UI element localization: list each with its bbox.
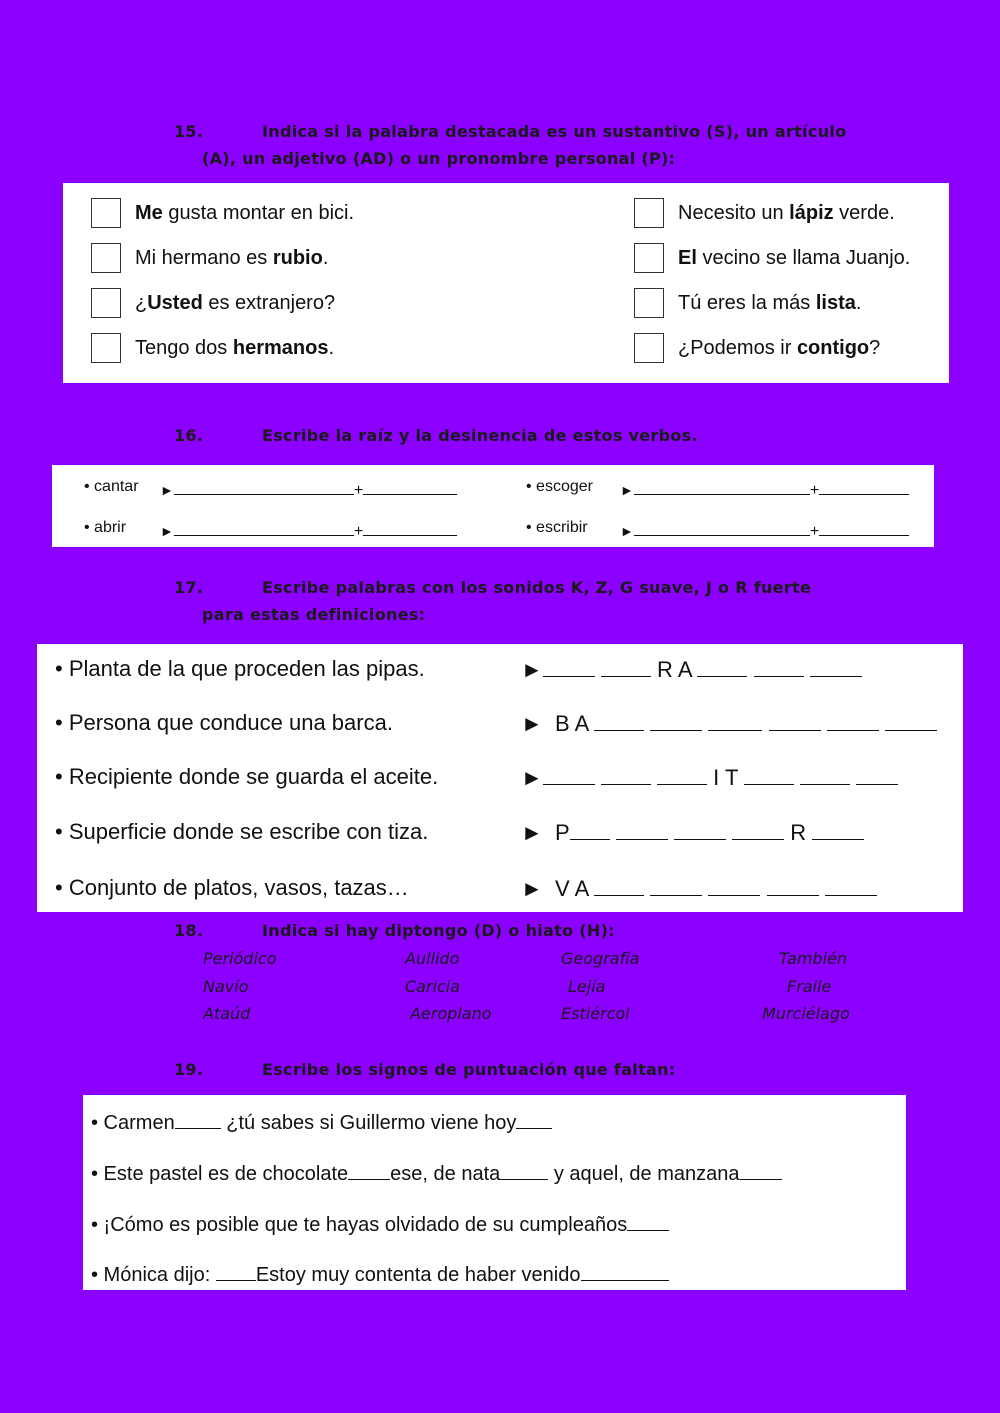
- q15-number: 15.: [174, 122, 204, 141]
- q19-box: [83, 1095, 906, 1290]
- q15-title-line2: (A), un adjetivo (AD) o un pronombre personal (P):: [202, 149, 676, 168]
- q15-sentence: Necesito un lápiz verde.: [678, 202, 895, 224]
- letter-blank[interactable]: [754, 656, 804, 677]
- q17-definition: • Persona que conduce una barca.: [55, 710, 393, 735]
- desinencia-blank[interactable]: [363, 478, 457, 495]
- punct-blank[interactable]: [581, 1262, 669, 1281]
- q15-title: [174, 122, 846, 168]
- q19-sentence: • Este pastel es de chocolate ese, de nata y aquel, de manzana: [91, 1161, 782, 1186]
- q15-checkbox[interactable]: [634, 243, 664, 273]
- q19-sentence: • Mónica dijo: Estoy muy contenta de haber venido: [91, 1262, 669, 1287]
- letter-blank[interactable]: [657, 764, 707, 785]
- q17-answer: ► R A: [521, 656, 862, 683]
- letter-blank[interactable]: [810, 656, 862, 677]
- q15-sentence: Me gusta montar en bici.: [135, 202, 355, 224]
- raiz-blank[interactable]: [634, 519, 810, 536]
- q16-title-text: Escribe la raíz y la desinencia de estos verbos.: [262, 426, 698, 445]
- q18-title: [174, 921, 615, 940]
- letter-blank[interactable]: [697, 656, 747, 677]
- letter-blank[interactable]: [594, 710, 644, 731]
- letter-blank[interactable]: [650, 710, 702, 731]
- letter-blank[interactable]: [767, 875, 819, 896]
- punct-blank[interactable]: [740, 1161, 782, 1180]
- q19-title: [174, 1060, 676, 1079]
- q16-number: 16.: [174, 426, 204, 445]
- letter-blank[interactable]: [601, 764, 651, 785]
- q18-word: Aullido: [405, 949, 460, 968]
- desinencia-blank[interactable]: [819, 519, 909, 536]
- raiz-blank[interactable]: [634, 478, 810, 495]
- q17-definition: • Conjunto de platos, vasos, tazas…: [55, 875, 409, 900]
- punct-blank[interactable]: [516, 1110, 552, 1129]
- q19-number: 19.: [174, 1060, 204, 1079]
- q16-box: [52, 465, 934, 547]
- q18-word: Murciélago: [762, 1004, 850, 1023]
- q18-word: Aeroplano: [410, 1004, 492, 1023]
- q17-answer: ► P R: [521, 819, 864, 846]
- q17-answer: ► I T: [521, 764, 898, 791]
- q15-checkbox[interactable]: [91, 243, 121, 273]
- letter-blank[interactable]: [543, 764, 595, 785]
- raiz-blank[interactable]: [174, 478, 354, 495]
- q18-word: Periódico: [203, 949, 277, 968]
- q15-sentence: ¿Podemos ir contigo?: [678, 337, 881, 359]
- q15-checkbox[interactable]: [91, 333, 121, 363]
- q15-checkbox[interactable]: [91, 288, 121, 318]
- q18-word: Fraile: [787, 977, 832, 996]
- q15-checkbox[interactable]: [634, 288, 664, 318]
- q17-title: [174, 578, 811, 624]
- letter-blank[interactable]: [674, 819, 726, 840]
- q16-verb: • escribir: [526, 519, 588, 536]
- q18-word: Caricia: [405, 977, 461, 996]
- letter-blank[interactable]: [885, 710, 937, 731]
- letter-blank[interactable]: [732, 819, 784, 840]
- q17-answer: ► B A: [521, 710, 937, 737]
- q15-box: [63, 183, 949, 383]
- raiz-blank[interactable]: [174, 519, 354, 536]
- q16-title: [174, 426, 698, 445]
- q15-checkbox[interactable]: [634, 198, 664, 228]
- q18-word: También: [779, 949, 848, 968]
- letter-blank[interactable]: [601, 656, 651, 677]
- letter-blank[interactable]: [825, 875, 877, 896]
- punct-blank[interactable]: [500, 1161, 548, 1180]
- letter-blank[interactable]: [769, 710, 821, 731]
- q17-box: [37, 644, 963, 912]
- q19-title-text: Escribe los signos de puntuación que faltan:: [262, 1060, 676, 1079]
- q15-checkbox[interactable]: [91, 198, 121, 228]
- q17-title-line2: para estas definiciones:: [202, 605, 426, 624]
- q18-word: Ataúd: [203, 1004, 251, 1023]
- q15-sentence: Tengo dos hermanos.: [135, 337, 335, 359]
- q15-title-line1: Indica si la palabra destacada es un sustantivo (S), un artículo: [262, 122, 847, 141]
- q18-word: Geografía: [561, 949, 640, 968]
- q16-verb: • cantar: [84, 478, 139, 495]
- letter-blank[interactable]: [708, 875, 760, 896]
- letter-blank[interactable]: [744, 764, 794, 785]
- q17-definition: • Planta de la que proceden las pipas.: [55, 656, 425, 681]
- letter-blank[interactable]: [543, 656, 595, 677]
- punct-blank[interactable]: [175, 1110, 221, 1129]
- q15-sentence: ¿Usted es extranjero?: [135, 292, 336, 314]
- q16-verb: • escoger: [526, 478, 593, 495]
- q17-answer: ► V A: [521, 875, 877, 902]
- q17-number: 17.: [174, 578, 204, 597]
- q16-answer-row: ► +: [160, 519, 457, 541]
- q16-answer-row: ► +: [620, 478, 909, 500]
- letter-blank[interactable]: [856, 764, 898, 785]
- q19-sentence: • Carmen ¿tú sabes si Guillermo viene hoy: [91, 1110, 552, 1135]
- desinencia-blank[interactable]: [819, 478, 909, 495]
- q17-definition: • Recipiente donde se guarda el aceite.: [55, 764, 439, 789]
- letter-blank[interactable]: [812, 819, 864, 840]
- q18-word: Estiércol: [561, 1004, 630, 1023]
- q16-answer-row: ► +: [620, 519, 909, 541]
- q17-title-line1: Escribe palabras con los sonidos K, Z, G suave, J o R fuerte: [262, 578, 812, 597]
- q16-answer-row: ► +: [160, 478, 457, 500]
- q15-sentence: Mi hermano es rubio.: [135, 247, 329, 269]
- desinencia-blank[interactable]: [363, 519, 457, 536]
- q17-definition: • Superficie donde se escribe con tiza.: [55, 819, 429, 844]
- q18-number: 18.: [174, 921, 204, 940]
- letter-blank[interactable]: [708, 710, 762, 731]
- q18-title-text: Indica si hay diptongo (D) o hiato (H):: [262, 921, 615, 940]
- q16-verb: • abrir: [84, 519, 127, 536]
- q15-sentence: Tú eres la más lista.: [678, 292, 862, 314]
- letter-blank[interactable]: [800, 764, 850, 785]
- punct-blank[interactable]: [348, 1161, 390, 1180]
- punct-blank[interactable]: [216, 1262, 256, 1281]
- q15-sentence: El vecino se llama Juanjo.: [678, 247, 911, 269]
- letter-blank[interactable]: [570, 819, 610, 840]
- q18-word: Lejía: [568, 977, 606, 996]
- q18-word: Navío: [203, 977, 249, 996]
- letter-blank[interactable]: [594, 875, 644, 896]
- q15-checkbox[interactable]: [634, 333, 664, 363]
- q19-sentence: • ¡Cómo es posible que te hayas olvidado de su cumpleaños: [91, 1212, 669, 1237]
- letter-blank[interactable]: [650, 875, 702, 896]
- letter-blank[interactable]: [827, 710, 879, 731]
- letter-blank[interactable]: [616, 819, 668, 840]
- punct-blank[interactable]: [627, 1212, 669, 1231]
